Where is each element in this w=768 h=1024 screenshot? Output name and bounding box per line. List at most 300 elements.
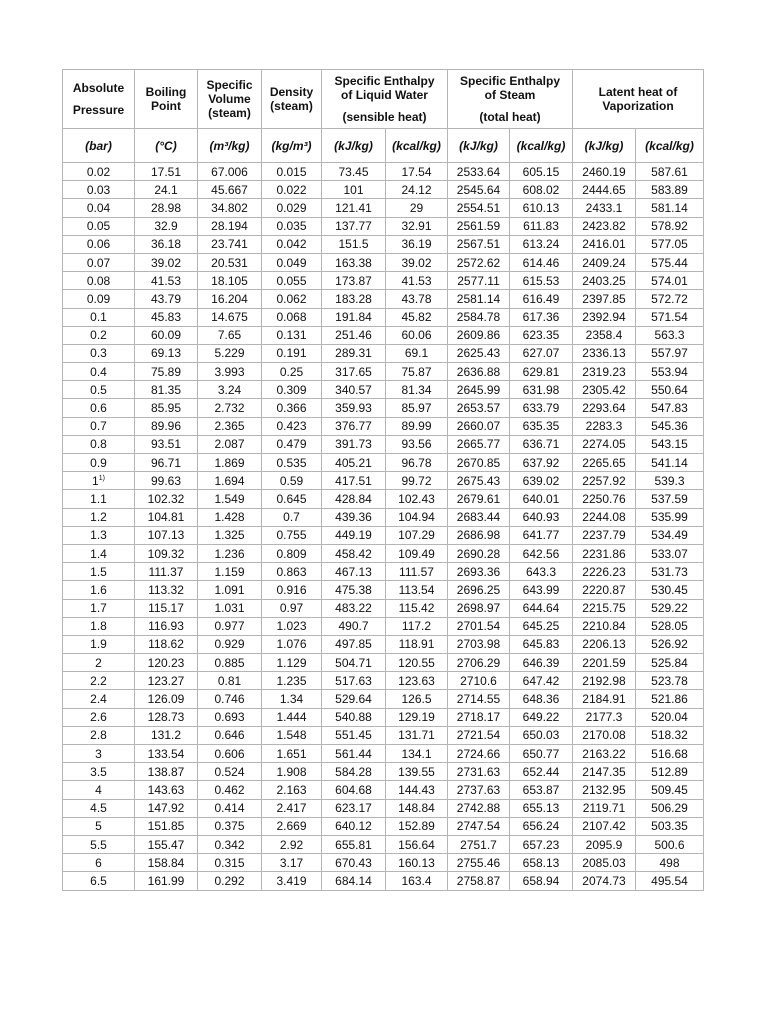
table-cell: 1.4: [63, 544, 135, 562]
table-cell: 1.091: [198, 581, 262, 599]
unit-cell: (m³/kg): [198, 129, 262, 163]
table-cell: 615.53: [510, 272, 573, 290]
table-cell: 104.94: [386, 508, 448, 526]
table-cell: 69.13: [135, 344, 198, 362]
unit-cell: (kcal/kg): [510, 129, 573, 163]
table-cell: 2724.66: [448, 745, 510, 763]
table-cell: 526.92: [636, 635, 704, 653]
table-cell: 36.18: [135, 235, 198, 253]
unit-cell: (kJ/kg): [573, 129, 636, 163]
table-cell: 2409.24: [573, 253, 636, 271]
table-cell: 617.36: [510, 308, 573, 326]
table-cell: 151.85: [135, 817, 198, 835]
table-cell: 69.1: [386, 344, 448, 362]
table-cell: 0.535: [262, 454, 322, 472]
table-cell: 0.606: [198, 745, 262, 763]
table-cell: 643.3: [510, 563, 573, 581]
table-cell: 1.908: [262, 763, 322, 781]
table-cell: 43.79: [135, 290, 198, 308]
units-row: [63, 129, 704, 163]
table-cell: 0.916: [262, 581, 322, 599]
table-cell: 1.694: [198, 472, 262, 490]
table-cell: 34.802: [198, 199, 262, 217]
table-cell: 0.055: [262, 272, 322, 290]
table-cell: 1.2: [63, 508, 135, 526]
table-cell: 1.9: [63, 635, 135, 653]
table-row: [63, 726, 704, 744]
table-cell: 2670.85: [448, 454, 510, 472]
table-cell: 2737.63: [448, 781, 510, 799]
table-cell: 439.36: [322, 508, 386, 526]
steam-table: [62, 69, 704, 891]
table-row: [63, 381, 704, 399]
table-cell: 120.55: [386, 654, 448, 672]
table-cell: 1.428: [198, 508, 262, 526]
table-row: [63, 490, 704, 508]
table-cell: 1$^{1)}$: [63, 472, 135, 490]
table-cell: 2336.13: [573, 344, 636, 362]
table-cell: 89.96: [135, 417, 198, 435]
table-cell: 107.29: [386, 526, 448, 544]
table-cell: 540.88: [322, 708, 386, 726]
table-cell: 2584.78: [448, 308, 510, 326]
table-cell: 2215.75: [573, 599, 636, 617]
table-row: [63, 417, 704, 435]
table-cell: 0.746: [198, 690, 262, 708]
table-cell: 578.92: [636, 217, 704, 235]
table-cell: 289.31: [322, 344, 386, 362]
table-cell: 0.8: [63, 435, 135, 453]
table-row: [63, 672, 704, 690]
table-cell: 529.22: [636, 599, 704, 617]
table-cell: 1.8: [63, 617, 135, 635]
table-cell: 2170.08: [573, 726, 636, 744]
table-row: [63, 817, 704, 835]
table-cell: 1.548: [262, 726, 322, 744]
table-cell: 391.73: [322, 435, 386, 453]
table-cell: 563.3: [636, 326, 704, 344]
table-cell: 2293.64: [573, 399, 636, 417]
table-cell: 0.479: [262, 435, 322, 453]
table-row: [63, 363, 704, 381]
table-cell: 2274.05: [573, 435, 636, 453]
table-cell: 340.57: [322, 381, 386, 399]
table-cell: 156.64: [386, 835, 448, 853]
table-cell: 2: [63, 654, 135, 672]
table-cell: 2686.98: [448, 526, 510, 544]
table-cell: 2244.08: [573, 508, 636, 526]
table-cell: 3: [63, 745, 135, 763]
table-cell: 2305.42: [573, 381, 636, 399]
table-cell: 75.87: [386, 363, 448, 381]
table-cell: 2403.25: [573, 272, 636, 290]
table-cell: 2683.44: [448, 508, 510, 526]
table-cell: 604.68: [322, 781, 386, 799]
table-cell: 2.669: [262, 817, 322, 835]
table-cell: 543.15: [636, 435, 704, 453]
table-cell: 529.64: [322, 690, 386, 708]
table-cell: 631.98: [510, 381, 573, 399]
table-row: [63, 526, 704, 544]
table-cell: 2119.71: [573, 799, 636, 817]
table-cell: 428.84: [322, 490, 386, 508]
table-cell: 0.755: [262, 526, 322, 544]
table-cell: 2.163: [262, 781, 322, 799]
table-cell: 0.03: [63, 181, 135, 199]
table-cell: 571.54: [636, 308, 704, 326]
table-cell: 2645.99: [448, 381, 510, 399]
table-row: [63, 617, 704, 635]
table-cell: 533.07: [636, 544, 704, 562]
table-cell: 115.42: [386, 599, 448, 617]
table-cell: 2636.88: [448, 363, 510, 381]
table-cell: 2718.17: [448, 708, 510, 726]
table-cell: 5.5: [63, 835, 135, 853]
table-cell: 107.13: [135, 526, 198, 544]
table-cell: 2226.23: [573, 563, 636, 581]
table-cell: 359.93: [322, 399, 386, 417]
table-cell: 0.2: [63, 326, 135, 344]
table-cell: 2107.42: [573, 817, 636, 835]
table-cell: 2706.29: [448, 654, 510, 672]
table-cell: 2095.9: [573, 835, 636, 853]
table-cell: 96.71: [135, 454, 198, 472]
table-cell: 133.54: [135, 745, 198, 763]
table-cell: 1.5: [63, 563, 135, 581]
table-cell: 0.462: [198, 781, 262, 799]
table-cell: 28.98: [135, 199, 198, 217]
table-cell: 28.194: [198, 217, 262, 235]
table-cell: 650.03: [510, 726, 573, 744]
table-row: [63, 872, 704, 890]
table-cell: 541.14: [636, 454, 704, 472]
table-cell: 163.38: [322, 253, 386, 271]
table-cell: 584.28: [322, 763, 386, 781]
table-row: [63, 308, 704, 326]
table-row: [63, 508, 704, 526]
table-cell: 655.81: [322, 835, 386, 853]
table-cell: 2423.82: [573, 217, 636, 235]
table-cell: 561.44: [322, 745, 386, 763]
table-cell: 655.13: [510, 799, 573, 817]
header-latent-heat: Latent heat of Vaporization: [573, 70, 704, 129]
table-cell: 1.236: [198, 544, 262, 562]
table-cell: 2206.13: [573, 635, 636, 653]
table-cell: 521.86: [636, 690, 704, 708]
table-row: [63, 799, 704, 817]
table-cell: 6: [63, 854, 135, 872]
table-cell: 0.6: [63, 399, 135, 417]
table-cell: 516.68: [636, 745, 704, 763]
table-cell: 60.09: [135, 326, 198, 344]
table-cell: 3.419: [262, 872, 322, 890]
table-row: [63, 217, 704, 235]
table-cell: 658.13: [510, 854, 573, 872]
table-cell: 0.929: [198, 635, 262, 653]
table-cell: 2.365: [198, 417, 262, 435]
table-cell: 646.39: [510, 654, 573, 672]
table-cell: 85.97: [386, 399, 448, 417]
table-cell: 537.59: [636, 490, 704, 508]
table-cell: 0.646: [198, 726, 262, 744]
table-cell: 1.869: [198, 454, 262, 472]
table-cell: 0.5: [63, 381, 135, 399]
table-cell: 611.83: [510, 217, 573, 235]
table-cell: 583.89: [636, 181, 704, 199]
header-enthalpy-liquid: Specific Enthalpy of Liquid Water (sensible heat): [322, 70, 448, 129]
table-cell: 528.05: [636, 617, 704, 635]
table-cell: 45.82: [386, 308, 448, 326]
table-cell: 627.07: [510, 344, 573, 362]
table-row: [63, 854, 704, 872]
table-cell: 2.2: [63, 672, 135, 690]
table-cell: 656.24: [510, 817, 573, 835]
table-cell: 93.56: [386, 435, 448, 453]
table-row: [63, 763, 704, 781]
table-cell: 111.57: [386, 563, 448, 581]
table-cell: 517.63: [322, 672, 386, 690]
table-cell: 545.36: [636, 417, 704, 435]
table-cell: 642.56: [510, 544, 573, 562]
table-cell: 43.78: [386, 290, 448, 308]
table-cell: 2675.43: [448, 472, 510, 490]
table-cell: 144.43: [386, 781, 448, 799]
table-cell: 0.3: [63, 344, 135, 362]
table-cell: 2.417: [262, 799, 322, 817]
table-cell: 0.25: [262, 363, 322, 381]
table-cell: 475.38: [322, 581, 386, 599]
table-cell: 117.2: [386, 617, 448, 635]
table-cell: 129.19: [386, 708, 448, 726]
table-cell: 557.97: [636, 344, 704, 362]
table-cell: 553.94: [636, 363, 704, 381]
table-row: [63, 326, 704, 344]
table-cell: 531.73: [636, 563, 704, 581]
table-cell: 1.076: [262, 635, 322, 653]
table-cell: 649.22: [510, 708, 573, 726]
table-cell: 2.732: [198, 399, 262, 417]
table-cell: 605.15: [510, 163, 573, 181]
table-cell: 4.5: [63, 799, 135, 817]
table-cell: 2257.92: [573, 472, 636, 490]
table-cell: 512.89: [636, 763, 704, 781]
table-cell: 643.99: [510, 581, 573, 599]
table-cell: 574.01: [636, 272, 704, 290]
table-cell: 109.49: [386, 544, 448, 562]
table-cell: 128.73: [135, 708, 198, 726]
unit-cell: (kJ/kg): [448, 129, 510, 163]
table-row: [63, 344, 704, 362]
table-cell: 32.9: [135, 217, 198, 235]
table-cell: 640.93: [510, 508, 573, 526]
table-cell: 616.49: [510, 290, 573, 308]
table-cell: 2085.03: [573, 854, 636, 872]
table-cell: 32.91: [386, 217, 448, 235]
table-cell: 155.47: [135, 835, 198, 853]
table-cell: 109.32: [135, 544, 198, 562]
table-cell: 2690.28: [448, 544, 510, 562]
table-row: [63, 708, 704, 726]
table-cell: 0.97: [262, 599, 322, 617]
table-cell: 4: [63, 781, 135, 799]
table-cell: 2250.76: [573, 490, 636, 508]
table-cell: 0.022: [262, 181, 322, 199]
table-row: [63, 835, 704, 853]
table-cell: 2577.11: [448, 272, 510, 290]
table-cell: 2701.54: [448, 617, 510, 635]
table-cell: 640.01: [510, 490, 573, 508]
table-cell: 0.309: [262, 381, 322, 399]
table-cell: 99.63: [135, 472, 198, 490]
table-cell: 2698.97: [448, 599, 510, 617]
table-cell: 152.89: [386, 817, 448, 835]
table-cell: 2545.64: [448, 181, 510, 199]
table-cell: 24.1: [135, 181, 198, 199]
table-cell: 0.7: [262, 508, 322, 526]
table-cell: 137.77: [322, 217, 386, 235]
table-cell: 2358.4: [573, 326, 636, 344]
unit-cell: (kJ/kg): [322, 129, 386, 163]
table-cell: 1.129: [262, 654, 322, 672]
table-cell: 2177.3: [573, 708, 636, 726]
table-cell: 251.46: [322, 326, 386, 344]
table-cell: 0.09: [63, 290, 135, 308]
table-cell: 1.235: [262, 672, 322, 690]
table-cell: 490.7: [322, 617, 386, 635]
table-cell: 0.315: [198, 854, 262, 872]
table-cell: 641.77: [510, 526, 573, 544]
table-cell: 1.1: [63, 490, 135, 508]
table-cell: 0.366: [262, 399, 322, 417]
table-cell: 183.28: [322, 290, 386, 308]
table-cell: 85.95: [135, 399, 198, 417]
table-cell: 0.05: [63, 217, 135, 235]
table-cell: 483.22: [322, 599, 386, 617]
table-cell: 2747.54: [448, 817, 510, 835]
table-cell: 2758.87: [448, 872, 510, 890]
table-cell: 623.17: [322, 799, 386, 817]
table-cell: 3.5: [63, 763, 135, 781]
table-cell: 111.37: [135, 563, 198, 581]
table-cell: 652.44: [510, 763, 573, 781]
table-cell: 498: [636, 854, 704, 872]
table-cell: 608.02: [510, 181, 573, 199]
table-cell: 550.64: [636, 381, 704, 399]
table-cell: 0.042: [262, 235, 322, 253]
table-cell: 113.32: [135, 581, 198, 599]
table-cell: 2533.64: [448, 163, 510, 181]
table-cell: 645.25: [510, 617, 573, 635]
table-row: [63, 181, 704, 199]
table-cell: 24.12: [386, 181, 448, 199]
table-cell: 1.651: [262, 745, 322, 763]
table-cell: 16.204: [198, 290, 262, 308]
table-cell: 449.19: [322, 526, 386, 544]
header-boiling-point: Boiling Point: [135, 70, 198, 129]
table-cell: 0.693: [198, 708, 262, 726]
table-cell: 191.84: [322, 308, 386, 326]
table-cell: 2755.46: [448, 854, 510, 872]
table-cell: 0.029: [262, 199, 322, 217]
table-cell: 116.93: [135, 617, 198, 635]
table-cell: 2433.1: [573, 199, 636, 217]
table-cell: 0.342: [198, 835, 262, 853]
table-cell: 102.32: [135, 490, 198, 508]
table-cell: 1.159: [198, 563, 262, 581]
table-cell: 2231.86: [573, 544, 636, 562]
table-cell: 0.131: [262, 326, 322, 344]
table-cell: 148.84: [386, 799, 448, 817]
table-cell: 2665.77: [448, 435, 510, 453]
table-cell: 2163.22: [573, 745, 636, 763]
header-density: Density (steam): [262, 70, 322, 129]
table-cell: 18.105: [198, 272, 262, 290]
table-cell: 45.83: [135, 308, 198, 326]
table-cell: 0.645: [262, 490, 322, 508]
table-cell: 75.89: [135, 363, 198, 381]
table-cell: 500.6: [636, 835, 704, 853]
table-cell: 0.885: [198, 654, 262, 672]
table-cell: 7.65: [198, 326, 262, 344]
table-cell: 115.17: [135, 599, 198, 617]
table-cell: 551.45: [322, 726, 386, 744]
table-cell: 2696.25: [448, 581, 510, 599]
table-cell: 458.42: [322, 544, 386, 562]
header-row: [63, 70, 704, 129]
table-cell: 0.191: [262, 344, 322, 362]
table-cell: 17.51: [135, 163, 198, 181]
table-cell: 0.863: [262, 563, 322, 581]
table-cell: 163.4: [386, 872, 448, 890]
table-cell: 96.78: [386, 454, 448, 472]
table-cell: 0.7: [63, 417, 135, 435]
table-cell: 2192.98: [573, 672, 636, 690]
table-cell: 2731.63: [448, 763, 510, 781]
table-cell: 36.19: [386, 235, 448, 253]
table-cell: 572.72: [636, 290, 704, 308]
table-cell: 2554.51: [448, 199, 510, 217]
table-row: [63, 654, 704, 672]
table-cell: 2074.73: [573, 872, 636, 890]
table-cell: 160.13: [386, 854, 448, 872]
table-cell: 520.04: [636, 708, 704, 726]
table-cell: 2.92: [262, 835, 322, 853]
table-cell: 647.42: [510, 672, 573, 690]
table-cell: 2693.36: [448, 563, 510, 581]
table-row: [63, 635, 704, 653]
table-row: [63, 581, 704, 599]
unit-cell: (kg/m³): [262, 129, 322, 163]
table-cell: 0.015: [262, 163, 322, 181]
table-row: [63, 690, 704, 708]
table-cell: 577.05: [636, 235, 704, 253]
table-cell: 39.02: [386, 253, 448, 271]
table-cell: 587.61: [636, 163, 704, 181]
table-cell: 0.59: [262, 472, 322, 490]
table-row: [63, 454, 704, 472]
table-cell: 0.423: [262, 417, 322, 435]
table-cell: 2653.57: [448, 399, 510, 417]
table-cell: 2184.91: [573, 690, 636, 708]
table-cell: 126.5: [386, 690, 448, 708]
table-cell: 2751.7: [448, 835, 510, 853]
table-cell: 636.71: [510, 435, 573, 453]
table-cell: 2710.6: [448, 672, 510, 690]
table-cell: 503.35: [636, 817, 704, 835]
table-cell: 0.08: [63, 272, 135, 290]
table-cell: 2.6: [63, 708, 135, 726]
table-cell: 575.44: [636, 253, 704, 271]
